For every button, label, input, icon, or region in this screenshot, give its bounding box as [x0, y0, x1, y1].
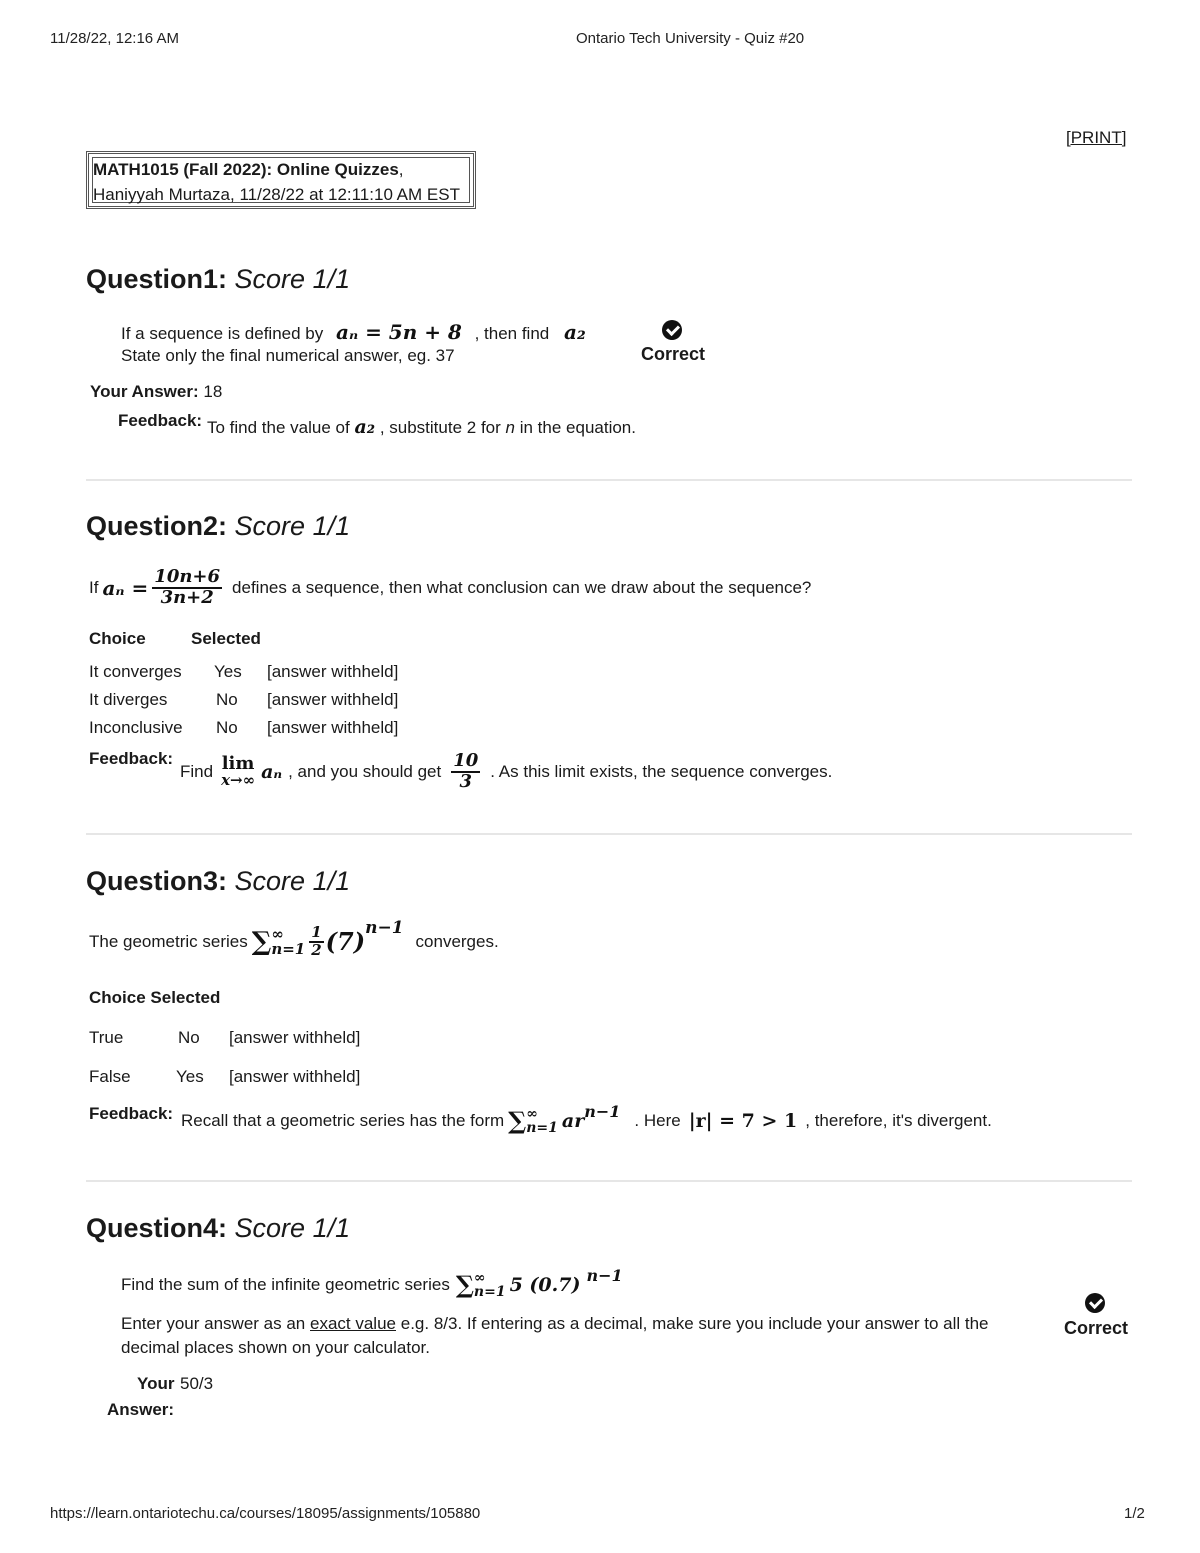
question-4-answer-label: Your: [137, 1374, 175, 1393]
question-4-instruction: Enter your answer as an exact value e.g. 8/3. If entering as a decimal, make sure you include your answer to all the: [121, 1314, 989, 1333]
question-3-prompt: The geometric series ∑ ∞ n=1 $\frac{1}{2}$ (7) n−1 converges.: [89, 917, 499, 959]
answer-note: [answer withheld]: [267, 662, 399, 681]
student-line: Haniyyah Murtaza, 11/28/22 at 12:11:10 AM EST: [93, 185, 460, 204]
question-4-status: Correct: [1064, 1318, 1129, 1338]
question-3-feedback-label: Feedback:: [89, 1104, 174, 1123]
question-1-feedback: To find the value of a₂ , substitute 2 for n in the equation.: [207, 416, 636, 438]
check-icon: [662, 320, 682, 345]
question-4-answer: 50/3: [180, 1374, 214, 1393]
choice-header: Choice: [89, 629, 146, 648]
answer-note: [answer withheld]: [267, 718, 399, 737]
question-1-instruction: State only the final numerical answer, eg. 37: [121, 346, 455, 365]
question-1-status: Correct: [641, 344, 706, 364]
limit-result: $\frac{10}{3}$: [453, 750, 479, 792]
choice-selected-header: Choice Selected: [89, 988, 221, 1007]
selected-value: Yes: [176, 1067, 204, 1086]
selected-value: Yes: [214, 662, 242, 681]
divider: [86, 479, 1132, 481]
selected-value: No: [178, 1028, 200, 1047]
question-2-feedback-label: Feedback:: [89, 749, 174, 768]
print-page-title: Ontario Tech University - Quiz #20: [576, 30, 805, 47]
quiz-info-box: [86, 151, 476, 209]
check-icon: [1085, 1293, 1105, 1318]
question-2-prompt: If aₙ = $\frac{10n+6}{3n+2}$ defines a sequence, then what conclusion can we draw about the sequence?: [89, 566, 812, 608]
answer-note: [answer withheld]: [229, 1067, 361, 1086]
target-term: a₂: [563, 320, 586, 344]
divider: [86, 1180, 1132, 1182]
question-4-prompt: Find the sum of the infinite geometric series ∑ ∞ n=1 5 (0.7) n−1: [121, 1266, 623, 1300]
sequence-fraction: $\frac{10n+6}{3n+2}$: [154, 566, 221, 608]
ratio-condition: |r| = 7 > 1: [688, 1109, 798, 1132]
page-url: https://learn.ontariotechu.ca/courses/18095/assignments/105880: [50, 1505, 481, 1522]
question-3-title: Question3: Score 1/1: [86, 866, 351, 896]
choice-row: False: [89, 1067, 131, 1086]
question-4-title: Question4: Score 1/1: [86, 1213, 351, 1243]
question-1-answer: Your Answer: 18: [90, 382, 223, 401]
choice-row: It converges: [89, 662, 182, 681]
question-1-feedback-label: Feedback:: [118, 411, 203, 430]
question-3-feedback: Recall that a geometric series has the form ∑ ∞ n=1 ar n−1 . Here |r| = 7 > 1 , therefore, it's divergent.: [181, 1102, 992, 1136]
answer-note: [answer withheld]: [267, 690, 399, 709]
series-coefficient: $\frac{1}{2}$: [311, 923, 322, 959]
selected-value: No: [216, 690, 238, 709]
question-2-title: Question2: Score 1/1: [86, 511, 351, 541]
sequence-formula: aₙ = 5n + 8: [335, 320, 462, 344]
selected-value: No: [216, 718, 238, 737]
course-title: MATH1015 (Fall 2022): Online Quizzes,: [93, 160, 404, 179]
choice-row: Inconclusive: [89, 718, 183, 737]
question-4-answer-label-cont: Answer:: [107, 1400, 175, 1419]
page-number: 1/2: [1124, 1505, 1145, 1522]
print-datetime: 11/28/22, 12:16 AM: [50, 30, 179, 47]
question-4-instruction-cont: decimal places shown on your calculator.: [121, 1338, 430, 1357]
limit-expression: lim x→∞: [221, 753, 256, 790]
choice-row: It diverges: [89, 690, 168, 709]
divider: [86, 833, 1132, 835]
selected-header: Selected: [191, 629, 261, 648]
choice-row: True: [89, 1028, 124, 1047]
question-2-feedback: Find lim x→∞ aₙ , and you should get $\frac{10}{3}$ . As this limit exists, the sequence converges.: [180, 750, 833, 792]
print-link[interactable]: [PRINT]: [1066, 128, 1127, 147]
answer-note: [answer withheld]: [229, 1028, 361, 1047]
question-1-title: Question1: Score 1/1: [86, 264, 351, 294]
question-1-prompt: If a sequence is defined by aₙ = 5n + 8 , then find a₂: [121, 320, 586, 344]
